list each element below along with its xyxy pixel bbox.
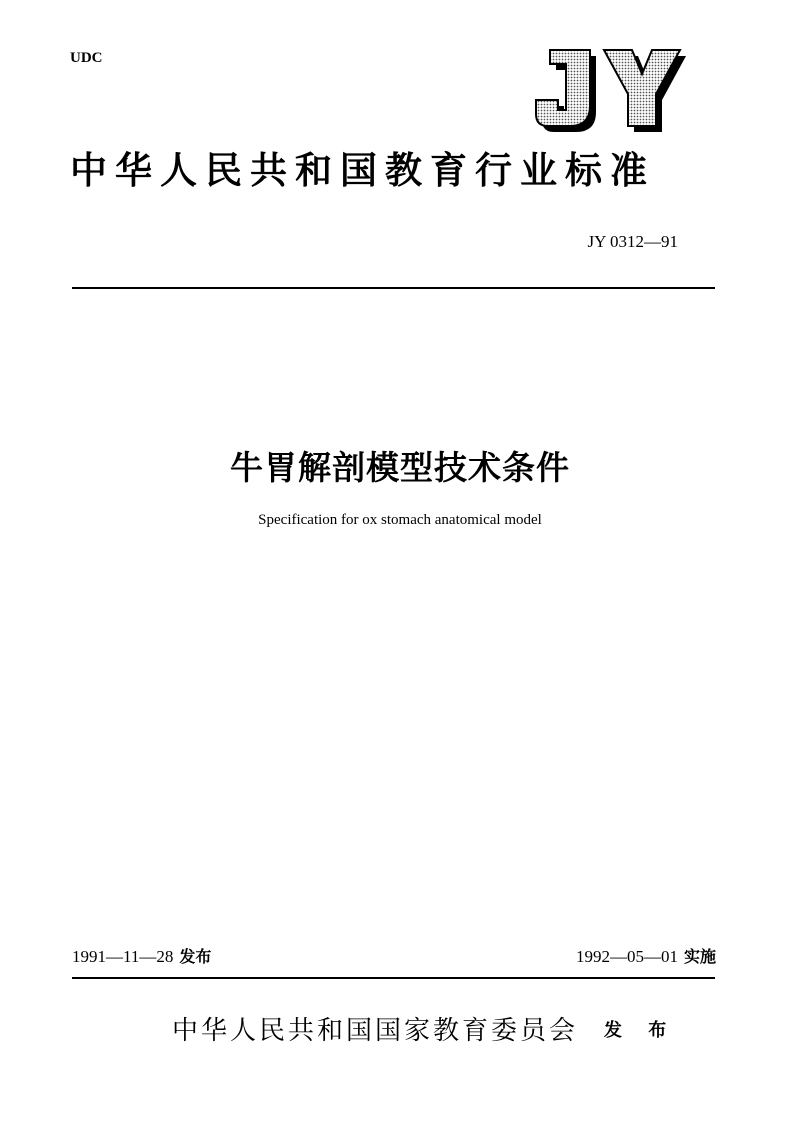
standard-number: JY 0312—91 (587, 232, 678, 251)
implementation-label: 实施 (683, 947, 716, 966)
udc-label: UDC (70, 50, 103, 66)
document-title-en: Specification for ox stomach anatomical model (258, 512, 542, 528)
publisher-name: 中华人民共和国国家教育委员会 (172, 1016, 579, 1046)
document-title-cn: 牛胃解剖模型技术条件 (230, 448, 570, 487)
issue-label: 发布 (179, 947, 212, 966)
top-divider (72, 287, 715, 289)
issue-date-line (72, 944, 211, 967)
cover-title: 中华人民共和国教育行业标准 (70, 148, 655, 192)
jy-logo (534, 46, 694, 136)
issue-date: 1991—11—28 (72, 947, 174, 966)
implementation-date-line (576, 944, 716, 967)
bottom-divider (72, 977, 715, 979)
implementation-date: 1992—05—01 (575, 947, 678, 966)
publisher-action: 发 布 (604, 1020, 677, 1041)
